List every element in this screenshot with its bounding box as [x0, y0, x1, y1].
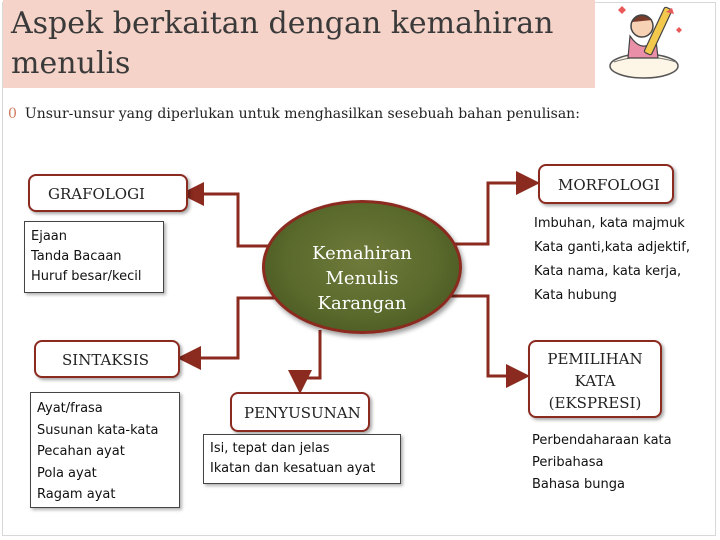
intro-text: Unsur-unsur yang diperlukan untuk menghasilkan sesebuah bahan penulisan:: [24, 106, 580, 122]
grafologi-label-text: GRAFOLOGI: [48, 185, 145, 203]
morfologi-label: [538, 164, 674, 204]
pemilihan-label-line-1: PEMILIHAN: [547, 350, 643, 368]
sintaksis-item: Ayat/frasa: [37, 401, 103, 416]
pemilihan-items: [532, 430, 714, 496]
pemilihan-item: Perbendaharaan kata: [532, 433, 672, 448]
centre-line-3: Karangan: [317, 293, 407, 314]
morfologi-item: Kata nama, kata kerja,: [534, 264, 682, 279]
sintaksis-item: Pecahan ayat: [37, 444, 125, 459]
grafologi-item: Tanda Bacaan: [31, 249, 122, 264]
title-line-2: menulis: [11, 46, 131, 81]
pemilihan-kata-label: [528, 340, 662, 418]
grafologi-item: Ejaan: [31, 229, 67, 244]
title-line-1: Aspek berkaitan dengan kemahiran: [11, 6, 554, 41]
morfologi-items: [534, 212, 714, 308]
pemilihan-label-line-3: (EKSPRESI): [548, 394, 642, 412]
grafologi-items-box: [24, 221, 164, 293]
centre-line-1: Kemahiran: [312, 243, 412, 264]
sintaksis-item: Pola ayat: [37, 465, 97, 481]
grafologi-item: Huruf besar/kecil: [31, 269, 142, 284]
bullet-icon: 0: [8, 106, 17, 122]
sintaksis-item: Ragam ayat: [37, 487, 116, 502]
morfologi-item: Kata ganti,kata adjektif,: [534, 240, 690, 255]
centre-topic-node: [262, 200, 462, 334]
morfologi-item: Kata hubung: [534, 288, 617, 303]
grafologi-label: [28, 174, 188, 212]
pemilihan-item: Peribahasa: [532, 455, 604, 470]
sintaksis-item: Susunan kata-kata: [37, 422, 159, 438]
sintaksis-label-text: SINTAKSIS: [62, 351, 150, 369]
penyusunan-items-box: [203, 434, 401, 484]
morfologi-item: Imbuhan, kata majmuk: [534, 216, 685, 231]
penyusunan-label-text: PENYUSUNAN: [244, 404, 361, 422]
penyusunan-item: Isi, tepat dan jelas: [210, 441, 330, 456]
morfologi-label-text: MORFOLOGI: [558, 176, 660, 194]
sintaksis-label: [34, 340, 180, 378]
penyusunan-item: Ikatan dan kesatuan ayat: [210, 461, 376, 476]
centre-line-2: Menulis: [325, 268, 399, 289]
sintaksis-items-box: [30, 392, 180, 508]
arrow-to-penyusunan: [300, 330, 320, 388]
pemilihan-item: Bahasa bunga: [532, 477, 625, 492]
pemilihan-label-line-2: KATA: [574, 372, 616, 390]
penyusunan-label: [230, 392, 370, 432]
